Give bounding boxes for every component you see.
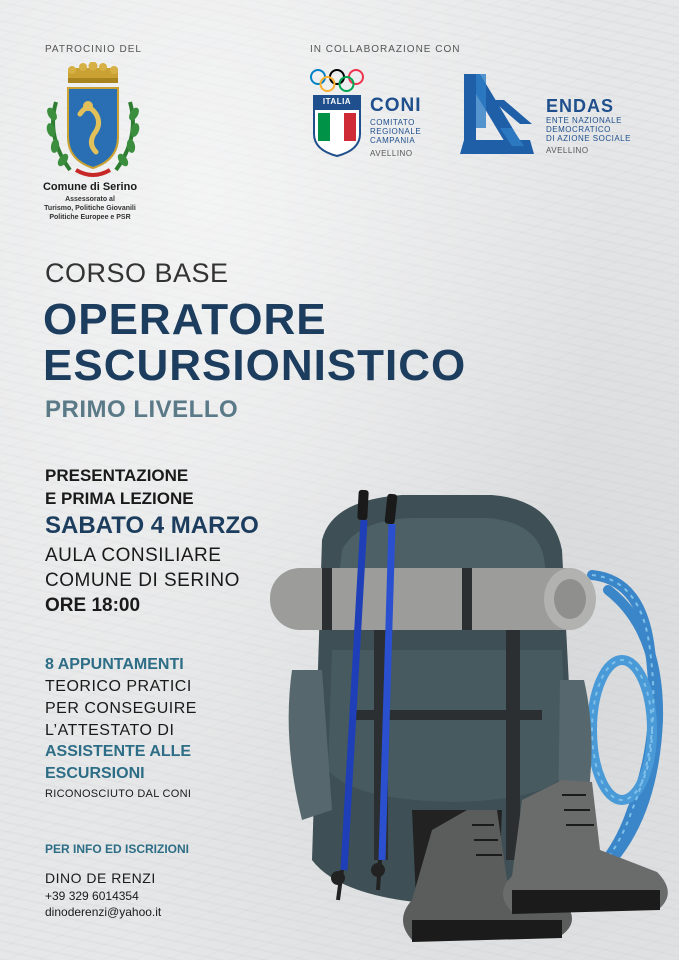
endas-city: AVELLINO	[546, 146, 589, 155]
coni-shield-text: ITALIA	[322, 97, 352, 106]
event-place-line-1: AULA CONSILIARE	[45, 545, 222, 566]
contact-label: PER INFO ED ISCRIZIONI	[45, 842, 190, 856]
contact-phone[interactable]: +39 329 6014354	[45, 889, 139, 903]
coni-city: AVELLINO	[370, 149, 413, 158]
serino-sub-line: Assessorato al	[65, 196, 115, 203]
endas-triangle-logo	[456, 70, 538, 160]
coni-shield-logo	[312, 94, 362, 158]
endas-name: ENDAS	[546, 96, 615, 116]
event-intro-line-2: E PRIMA LEZIONE	[45, 489, 194, 508]
details-line: PER CONSEGUIRE	[45, 700, 197, 717]
title-line-2: ESCURSIONISTICO	[43, 341, 467, 390]
contact-email[interactable]: dinoderenzi@yahoo.it	[45, 905, 162, 919]
collaboration-label: IN COLLABORAZIONE CON	[310, 44, 461, 55]
title-line-1: OPERATORE	[43, 295, 327, 344]
details-count: 8 APPUNTAMENTI	[45, 656, 184, 673]
course-type: CORSO BASE	[45, 258, 229, 288]
details-certificate: ESCURSIONI	[45, 765, 145, 782]
endas-sub-line: DI AZIONE SOCIALE	[546, 134, 631, 143]
contact-name: DINO DE RENZI	[45, 870, 156, 886]
event-time: ORE 18:00	[45, 595, 141, 616]
event-date: SABATO 4 MARZO	[45, 512, 259, 539]
serino-crest-logo	[38, 62, 148, 182]
coni-name: CONI	[370, 95, 422, 116]
serino-name: Comune di Serino	[42, 181, 138, 193]
serino-sub-line: Politiche Europee e PSR	[49, 214, 131, 221]
details-certificate: ASSISTENTE ALLE	[45, 743, 192, 760]
event-intro-line-1: PRESENTAZIONE	[45, 466, 189, 485]
details-line: L’ATTESTATO DI	[45, 722, 175, 739]
coni-sub-line: REGIONALE	[370, 127, 422, 136]
event-place-line-2: COMUNE DI SERINO	[45, 570, 240, 591]
coni-sub-line: CAMPANIA	[370, 136, 416, 145]
hiking-gear-illustration	[262, 480, 679, 960]
details-line: TEORICO PRATICI	[45, 678, 192, 695]
endas-sub-line: ENTE NAZIONALE	[546, 116, 622, 125]
endas-sub-line: DEMOCRATICO	[546, 125, 611, 134]
olympic-rings-icon	[308, 68, 366, 92]
course-level: PRIMO LIVELLO	[45, 396, 239, 423]
serino-sub-line: Turismo, Politiche Giovanili	[44, 205, 136, 212]
patronage-label: PATROCINIO DEL	[45, 44, 142, 55]
coni-sub-line: COMITATO	[370, 118, 415, 127]
details-recognition: RICONOSCIUTO DAL CONI	[45, 788, 192, 800]
